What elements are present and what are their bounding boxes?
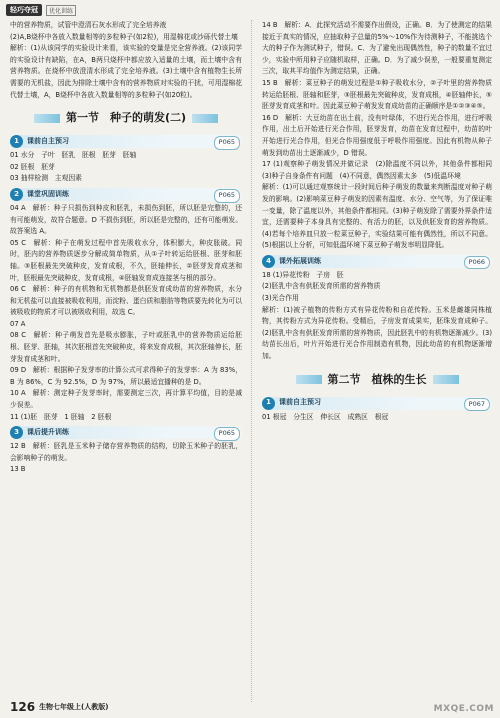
band-icon: 4 (262, 255, 275, 268)
band-preview-2: 1 课前自主预习 P067 (262, 397, 492, 410)
right-column (262, 20, 499, 423)
page-number: 126 (10, 700, 36, 714)
answer-line: 解析：(1)被子植物的传粉方式有异花传粉和自花传粉。玉米是雌雄同株植物，其传粉方式为异花传粉。受精后，子房发育成果实，胚珠发育成种子。(2)胚乳中含有供胚发育所需的营养物质，因此胚乳中的有机物逐渐减少。(3)幼苗长出后，叶片开始进行光合作用制造有机物，因此幼苗的有机物逐渐增加。 (262, 305, 492, 361)
answer-line: 15 B 解析：菜豆种子的萌发过程是①种子吸收水分，②子叶里的营养物质转运给胚根、胚轴和胚芽，③胚根最先突破种皮，发育成根，④胚轴伸长，⑤胚芽发育成茎和叶。因此菜豆种子萌发发育成幼苗的正确顺序是①②③④⑤。 (262, 78, 492, 111)
decor-bar (34, 114, 60, 123)
answer-line: 13 B (10, 465, 26, 474)
band-preview: 1 课前自主预习 P065 (10, 135, 242, 148)
answer-line: 08 C 解析：种子萌发首先是吸水膨胀，子叶或胚乳中的营养物质运给胚根、胚芽、胚轴，其次胚根首先突破种皮，将来发育成根，其次胚轴伸长，胚芽发育成茎和叶。 (10, 331, 242, 363)
decor-bar (192, 114, 218, 123)
decor-bar (433, 375, 459, 384)
answer-line: 06 C 解析：种子的有机物和无机物都是供胚发育成幼苗的营养物质，水分和无机盐可以直接被吸收利用，而淀粉、蛋白质和脂肪等物质要先转化为可以被吸收的物质才可以被吸收利用，故选 C。 (10, 285, 242, 317)
answer-line: 01 根冠 分生区 伸长区 成熟区 根冠 (262, 412, 389, 421)
band-icon: 3 (10, 426, 23, 439)
page-header (6, 3, 494, 17)
answer-line: 02 胚根 胚芽 (10, 162, 55, 171)
answer-line: 10 A 解析：测定种子发芽率时，需要测定三次，再计算平均值，目的是减少误差。 (10, 389, 242, 410)
answer-line: 14 B 解析：A．此探究活动不需要作出假设，正确。B．为了使测定的结果接近于真实的情况，应抽取种子总量的5%～10%作为待测种子，不能挑选个大的种子作为测试种子，错误。C．为了避免出现偶然性，种子的数量不宜过少，实验中所用种子应随机取样，正确。D．为了减少误差，一般要重复测定三次，取其平均值作为测定结果，正确。 (262, 21, 492, 76)
paragraph: 中的营养物质，试管中澄清石灰水形成了完全培养液 (10, 21, 167, 29)
answer-line: 09 D 解析：根据种子发芽率的计算公式可求得种子的发芽率：A 为 83%，B 为 86%，C 为 92.5%，D 为 97%，所以最适宜播种的是 D。 (10, 366, 242, 386)
answer-line: 解析：(1)可以通过观察统计一段时间后种子萌发的数量来判断温度对种子萌发的影响。(2)影响菜豆种子萌发的因素有温度、水分、空气等，为了保证唯一变量，除了温度以外，其他条件都相同。(3)种子萌发除了需要外界条件适宜，还需要种子本身具有完整的、有活力的胚，以及供胚发育的营养物质。(4)若每个培养皿只放一粒菜豆种子，实验结果可能有偶然性，所以不同意。(5)根据以上分析，可知低温环境下菜豆种子萌发率明显降低。 (262, 183, 492, 250)
answer-line: 07 A (10, 319, 26, 328)
column-divider (251, 20, 252, 702)
answer-line: 18 (1)异花传粉 子房 胚 (262, 270, 344, 279)
left-column (10, 20, 242, 476)
answer-line: 11 (1)胚 胚芽 1 胚轴 2 胚根 (10, 412, 112, 421)
section-heading: 第二节 植株的生长 (262, 367, 492, 393)
answer-line: 04 A 解析：种子只损伤到种皮和胚乳，未损伤到胚，所以胚是完整的，还有可能萌发，故符合题意。D 不损伤到胚，所以胚是完整的，还有可能萌发。故答案选 A。 (10, 203, 242, 236)
answer-line: 17 (1)观察种子萌发情况并做记录 (2)除温度不同以外，其他条件都相同 (3)种子自身条件有问题 (4)不同意，偶然因素太多 (5)低温环境 (262, 160, 499, 180)
watermark: MXQE.COM (433, 704, 494, 714)
band-afterclass: 3 课后提升训练 P065 (10, 426, 242, 439)
answer-line: 05 C 解析：种子在萌发过程中首先吸收水分，体积膨大，种皮胀破。同时，胚内的营养物质逐步分解成简单物质，从①子叶转运给胚根、胚芽和胚轴。③胚根最先突破种皮，发育成根，不久，胚轴伸长，②胚芽发育成茎和叶，胚根最先突破种皮，发育成根，④胚轴发育成连接茎与根的部分。 (10, 238, 242, 282)
band-icon: 1 (262, 397, 275, 410)
page-footer (10, 700, 108, 714)
band-classwork: 2 课堂巩固训练 P065 (10, 188, 242, 201)
brand-logo: 轻巧夺冠 (6, 4, 42, 16)
answer-line: 16 D 解析：大豆幼苗在出土前，没有叶绿体，不进行光合作用，进行呼吸作用，出土后开始进行光合作用，胚芽发育，幼苗在发育过程中，幼苗的叶开始进行光合作用，但光合作用强度低于呼吸作用强度。因此有机物从种子萌发到幼苗出土逐渐减少，D 错误。 (262, 113, 492, 157)
band-icon: 1 (10, 135, 23, 148)
answer-line: 03 抽样检测 主观因素 (10, 174, 82, 183)
answer-line: 01 水分 子叶 胚乳 胚根 胚芽 胚轴 (10, 151, 137, 160)
brand-sub: 优化训练 (46, 5, 76, 16)
section-heading: 第一节 种子的萌发(二) (10, 105, 242, 131)
paragraph: 解析：(1)从该同学的实验设计来看，该实验的变量是完全营养液。(2)该同学的实验设计有缺陷，在A，B两只烧杯中都应放入适量的土壤，而土壤中含有营养物质。在烧杯中放澄清水形成了完全培养液。(3)土壤中含有植物生长所需要的无机盐，因此为排除土壤中含有的营养物质对实验的干扰，可用湿棉花代替土壤，A，B烧杯中各放入数量相等的多粒种子(如20粒)。 (10, 44, 242, 99)
book-title: 生物七年级上(人教版) (39, 703, 109, 711)
band-icon: 2 (10, 188, 23, 201)
paragraph: (2)A,B烧杯中各放入数量相等的多粒种子(如2粒)，用湿棉花或沙砾代替土壤 (10, 32, 238, 41)
answer-line: (2)胚乳中含有供胚发育所需的营养物质 (262, 282, 381, 291)
answer-line: 12 B 解析：胚乳是玉米种子储存营养物质的结构，切除玉米种子的胚乳，会影响种子的萌发。 (10, 442, 242, 462)
decor-bar (296, 375, 322, 384)
band-extension: 4 课外拓展训练 P066 (262, 255, 492, 268)
answer-line: (3)光合作用 (262, 294, 299, 303)
